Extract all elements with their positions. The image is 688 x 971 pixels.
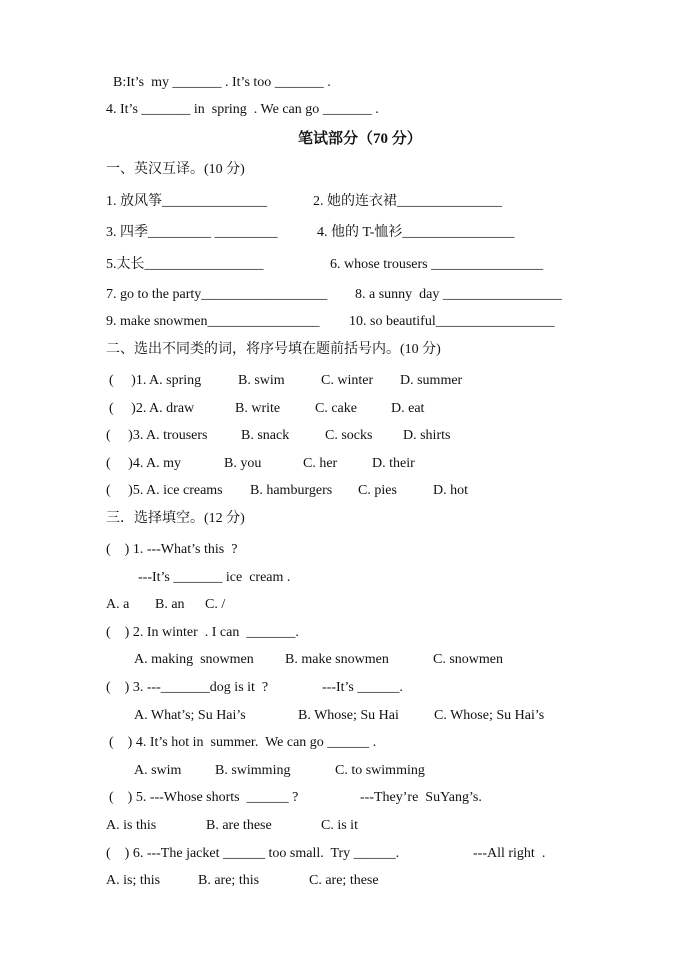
choice-q1-option-a: A. a: [106, 597, 130, 612]
choice-q2: ( ) 2. In winter . I can _______.: [106, 625, 299, 640]
dialog-line-b: B:It’s my _______ . It’s too _______ .: [113, 75, 331, 90]
translate-q2: 2. 她的连衣裙_______________: [313, 194, 502, 209]
odd-one-row-1-a: ( )1. A. spring: [109, 373, 202, 388]
choice-q6-response: ---All right .: [473, 846, 546, 861]
odd-one-row-4-c: C. her: [303, 456, 338, 471]
choice-q1-option-b: B. an: [155, 597, 185, 612]
section2-heading: 二、选出不同类的词，将序号填在题前括号内。(10 分): [106, 342, 441, 357]
odd-one-row-3-c: C. socks: [325, 428, 373, 443]
section3-heading: 三．选择填空。(12 分): [106, 511, 245, 526]
translate-q8: 8. a sunny day _________________: [355, 287, 562, 302]
odd-one-row-4-d: D. their: [372, 456, 415, 471]
choice-q6: ( ) 6. ---The jacket ______ too small. Try ______.: [106, 846, 400, 861]
choice-q2-option-c: C. snowmen: [433, 652, 503, 667]
section-title: 笔试部分（70 分）: [298, 131, 422, 147]
choice-q3: ( ) 3. ---_______dog is it ?: [106, 680, 269, 695]
odd-one-row-4-a: ( )4. A. my: [106, 456, 182, 471]
choice-q6-option-a: A. is; this: [106, 873, 161, 888]
choice-q4-option-a: A. swim: [134, 763, 182, 778]
choice-q3-option-c: C. Whose; Su Hai’s: [434, 708, 545, 723]
odd-one-row-1-d: D. summer: [400, 373, 463, 388]
choice-q3-option-a: A. What’s; Su Hai’s: [134, 708, 246, 723]
choice-q6-option-b: B. are; this: [198, 873, 260, 888]
translate-q7: 7. go to the party__________________: [106, 287, 328, 302]
question-line-4: 4. It’s _______ in spring . We can go _______ .: [106, 102, 379, 117]
odd-one-row-5-a: ( )5. A. ice creams: [106, 483, 223, 498]
translate-q1: 1. 放风筝_______________: [106, 194, 267, 209]
odd-one-row-5-d: D. hot: [433, 483, 468, 498]
choice-q2-option-b: B. make snowmen: [285, 652, 389, 667]
choice-q5-option-a: A. is this: [106, 818, 157, 833]
translate-q6: 6. whose trousers ________________: [330, 257, 544, 272]
translate-q5: 5.太长_________________: [106, 257, 264, 272]
odd-one-row-1-b: B. swim: [238, 373, 285, 388]
section1-heading: 一、英汉互译。(10 分): [106, 162, 245, 177]
choice-q4-option-c: C. to swimming: [335, 763, 425, 778]
odd-one-row-2-c: C. cake: [315, 401, 357, 416]
odd-one-row-5-b: B. hamburgers: [250, 483, 333, 498]
choice-q2-option-a: A. making snowmen: [134, 652, 254, 667]
odd-one-row-5-c: C. pies: [358, 483, 397, 498]
choice-q5-option-b: B. are these: [206, 818, 272, 833]
choice-q5-option-c: C. is it: [321, 818, 358, 833]
odd-one-row-3-d: D. shirts: [403, 428, 451, 443]
choice-q5: ( ) 5. ---Whose shorts ______ ?: [109, 790, 299, 805]
odd-one-row-3-a: ( )3. A. trousers: [106, 428, 208, 443]
choice-q3-response: ---It’s ______.: [322, 680, 403, 695]
odd-one-row-2-b: B. write: [235, 401, 281, 416]
choice-q1-option-c: C. /: [205, 597, 226, 612]
choice-q1: ( ) 1. ---What’s this ?: [106, 542, 238, 557]
odd-one-row-3-b: B. snack: [241, 428, 290, 443]
choice-q4: ( ) 4. It’s hot in summer. We can go ______ .: [109, 735, 377, 750]
translate-q10: 10. so beautiful_________________: [349, 314, 555, 329]
odd-one-row-1-c: C. winter: [321, 373, 374, 388]
choice-q1-answer-line: ---It’s _______ ice cream .: [138, 570, 291, 585]
choice-q6-option-c: C. are; these: [309, 873, 379, 888]
choice-q5-response: ---They’re SuYang’s.: [360, 790, 482, 805]
choice-q3-option-b: B. Whose; Su Hai: [298, 708, 399, 723]
choice-q4-option-b: B. swimming: [215, 763, 291, 778]
translate-q3: 3. 四季_________ _________: [106, 225, 278, 240]
odd-one-row-2-a: ( )2. A. draw: [109, 401, 195, 416]
translate-q9: 9. make snowmen________________: [106, 314, 320, 329]
odd-one-row-2-d: D. eat: [391, 401, 425, 416]
odd-one-row-4-b: B. you: [224, 456, 262, 471]
translate-q4: 4. 他的 T-恤衫________________: [317, 225, 515, 240]
